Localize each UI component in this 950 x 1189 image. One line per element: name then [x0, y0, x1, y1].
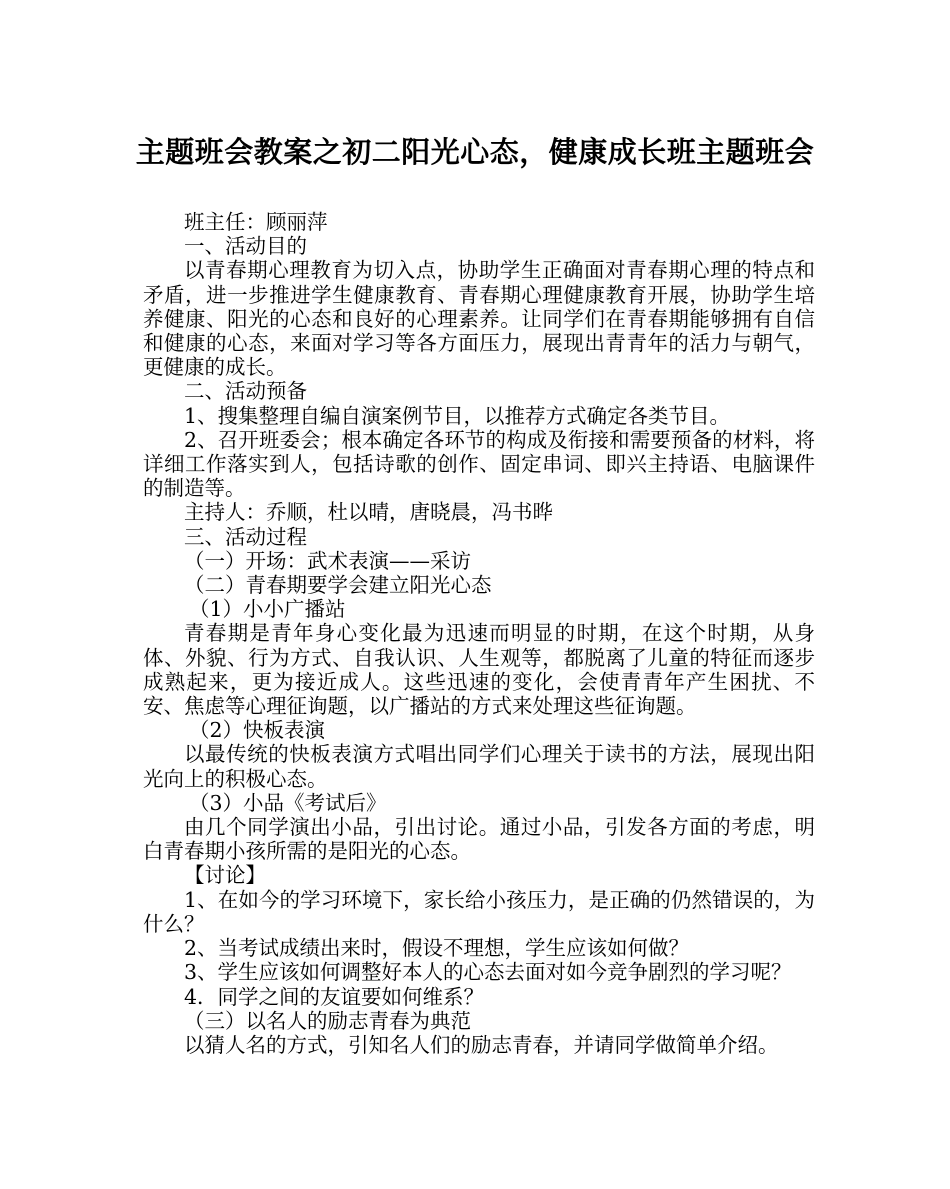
subsection-opening: （一）开场：武术表演——采访 — [184, 548, 471, 573]
paragraph-kuaiban: 以最传统的快板表演方式唱出同学们心理关于读书的方法，展现出阳光向上的积极心态。 — [143, 742, 815, 791]
teacher-line: 班主任：顾丽萍 — [184, 210, 328, 234]
paragraph-purpose: 以青春期心理教育为切入点，协助学生正确面对青春期心理的特点和矛盾，进一步推进学生健康教育、青春期心理健康教育开展，协助学生培养健康、阳光的心态和良好的心理素养。让同学们在青春期能够拥有自信和健康的心态，来面对学习等各方面压力，展现出青青年的活力与朝气，更健康的成长。 — [143, 258, 815, 380]
document-body — [143, 210, 815, 1057]
paragraph-radio-station: 青春期是青年身心变化最为迅速而明显的时期，在这个时期，从身体、外貌、行为方式、自我认识、人生观等，都脱离了儿童的特征而逐步成熟起来，更为接近成人。这些迅速的变化，会使青青年产生困扰、不安、焦虑等心理征询题，以广播站的方式来处理这些征询题。 — [143, 621, 815, 719]
discussion-heading: 【讨论】 — [184, 863, 266, 888]
item-radio-station: （1）小小广播站 — [189, 597, 346, 622]
document-title: 主题班会教案之初二阳光心态，健康成长班主题班会 — [135, 135, 815, 169]
subsection-role-models: （三）以名人的励志青春为典范 — [184, 1008, 471, 1033]
paragraph-role-models: 以猜人名的方式，引知名人们的励志青春，并请同学做简单介绍。 — [184, 1032, 779, 1057]
prep-item-1: 1、搜集整理自编自演案例节目，以推荐方式确定各类节目。 — [184, 403, 731, 428]
discussion-question-1: 1、在如今的学习环境下，家长给小孩压力，是正确的仍然错误的，为什么？ — [143, 887, 815, 936]
prep-item-2: 2、召开班委会；根本确定各环节的构成及衔接和需要预备的材料，将详细工作落实到人，包括诗歌的创作、固定串词、即兴主持语、电脑课件的制造等。 — [143, 427, 815, 501]
section-heading-purpose: 一、活动目的 — [184, 234, 307, 259]
section-heading-process: 三、活动过程 — [184, 524, 307, 549]
subsection-sunny-mindset: （二）青春期要学会建立阳光心态 — [184, 573, 492, 598]
discussion-question-3: 3、学生应该如何调整好本人的心态去面对如今竞争剧烈的学习呢？ — [184, 960, 792, 985]
item-kuaiban: （2）快板表演 — [189, 718, 326, 743]
discussion-question-2: 2、当考试成绩出来时，假设不理想，学生应该如何做？ — [184, 936, 690, 961]
paragraph-sketch: 由几个同学演出小品，引出讨论。通过小品，引发各方面的考虑，明白青春期小孩所需的是阳光的心态。 — [143, 815, 815, 864]
item-sketch: （3）小品《考试后》 — [189, 790, 387, 815]
discussion-question-4: 4．同学之间的友谊要如何维系？ — [184, 984, 485, 1009]
section-heading-preparation: 二、活动预备 — [184, 379, 307, 404]
hosts-line: 主持人：乔顺，杜以晴，唐晓晨，冯书晔 — [184, 500, 553, 525]
